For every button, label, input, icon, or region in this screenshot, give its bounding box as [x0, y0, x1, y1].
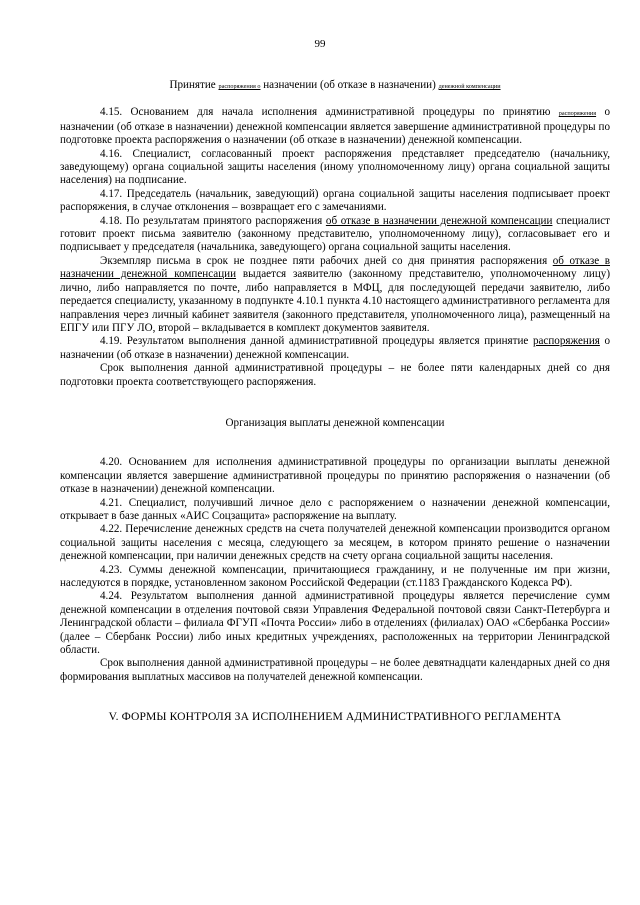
heading-part2: назначении (об отказе в назначении) — [263, 79, 436, 91]
paragraph-4-24: 4.24. Результатом выполнения данной административной процедуры является перечисление сумм денежной компенсации в отделения почтовой связи Управления Федеральной почтовой связи Санкт-Петербурга и Ленинградской области – филиала ФГУП «Почта России» либо в отделениях (филиалах) ОАО «Сбербанка России» (далее – Сбербанк России) либо иных кредитных учреждениях, расположенных на территории Ленинградской области. — [60, 590, 610, 657]
paragraph-4-24-term: Срок выполнения данной административной процедуры – не более девятнадцати календарных дней со дня формирования выплатных массивов на получателей денежной компенсации. — [60, 657, 610, 683]
paragraph-4-23: 4.23. Суммы денежной компенсации, причитающиеся гражданину, и не полученные им при жизни, наследуются в порядке, установленном законом Российской Федерации (ст.1183 Гражданского Кодекса РФ). — [60, 563, 610, 589]
heading-small1: распоряжения о — [218, 83, 261, 90]
text-4-15-b: о назначении (об отказе в назначении) денежной компенсации является завершение административной процедуры по подготовке проекта распоряжения о назначении (об отказе в назначении) денежной компенсации. — [60, 106, 610, 147]
subsection-heading — [60, 79, 610, 93]
text-4-19-a: 4.19. Результатом выполнения данной административной процедуры является принятие — [100, 335, 529, 348]
heading-small2: денежной компенсации — [438, 83, 501, 90]
heading-part1: Принятие — [169, 79, 216, 91]
text-4-18-b: специалист готовит проект письма заявителю (законному представителю, уполномоченному лицу), согласовывает его и подписывает у председателя (начальника, заведующего) органа социальной защиты населения. — [60, 214, 611, 254]
text-4-18b-a: Экземпляр письма в срок не позднее пяти рабочих дней со дня принятия распоряжения — [100, 254, 548, 267]
text-4-18-underlined: об отказе в назначении денежной компенсации — [325, 214, 553, 227]
paragraph-4-19-term: Срок выполнения данной административной процедуры – не более пяти календарных дней со дня подготовки проекта соответствующего распоряжения. — [60, 362, 610, 388]
text-4-18b-underlined: об отказе в назначении денежной компенсации — [60, 254, 610, 281]
document-body — [60, 79, 610, 724]
text-4-19-underlined: распоряжения — [532, 335, 600, 348]
text-4-15-small: распоряжения — [558, 110, 597, 118]
text-4-18b-b: выдается заявителю (законному представителю, уполномоченному лицу) лично, либо направляется по почте, либо направляется в МФЦ, для последующей передачи заявителю, либо передается специалисту, указанному в подпункте 4.10.1 пункта 4.10 настоящего административного регламента для направления через личный кабинет заявителя (законного представителя, уполномоченного лица), размещенный на ЕПГУ или ПГУ ЛО, второй – вкладывается в комплект документов заявителя. — [60, 268, 611, 334]
text-4-15-a: 4.15. Основанием для начала исполнения административной процедуры по принятию — [100, 106, 551, 119]
section-title: Организация выплаты денежной компенсации — [225, 416, 445, 429]
paragraph-4-15 — [60, 106, 610, 147]
chapter-title: V. ФОРМЫ КОНТРОЛЯ ЗА ИСПОЛНЕНИЕМ АДМИНИСТРАТИВНОГО РЕГЛАМЕНТА — [108, 710, 562, 724]
paragraph-4-18 — [60, 215, 610, 255]
page-number: 99 — [314, 38, 326, 50]
paragraph-4-21: 4.21. Специалист, получивший личное дело с распоряжением о назначении денежной компенсации, открывает в базе данных «АИС Соцзащита» распоряжение на выплату. — [60, 496, 610, 522]
paragraph-4-18-copy — [60, 255, 610, 335]
paragraph-4-19 — [60, 335, 610, 362]
paragraph-4-20: 4.20. Основанием для исполнения административной процедуры по организации выплаты денежной компенсации является завершение административной процедуры по принятию распоряжения о назначении (об отказе в назначении) денежной компенсации. — [60, 456, 610, 496]
paragraph-4-16: 4.16. Специалист, согласованный проект распоряжения представляет председателю (начальнику, заведующему) органа социальной защиты населения (иному уполномоченному лицу) органа социальной защиты населения) на подписание. — [60, 147, 610, 187]
text-4-19-b: о назначении (об отказе в назначении) денежной компенсации. — [60, 335, 610, 361]
text-4-18-a: 4.18. По результатам принятого распоряжения — [100, 214, 323, 227]
paragraph-4-22: 4.22. Перечисление денежных средств на счета получателей денежной компенсации производится органом социальной защиты населения с месяца, следующего за месяцем, в котором принято решение о назначении денежной компенсации, при наличии денежных средств на счету органа социальной защиты населения. — [60, 523, 610, 563]
paragraph-4-17: 4.17. Председатель (начальник, заведующий) органа социальной защиты населения подписывает проект распоряжения, в случае отклонения – возвращает его с замечаниями. — [60, 187, 610, 214]
